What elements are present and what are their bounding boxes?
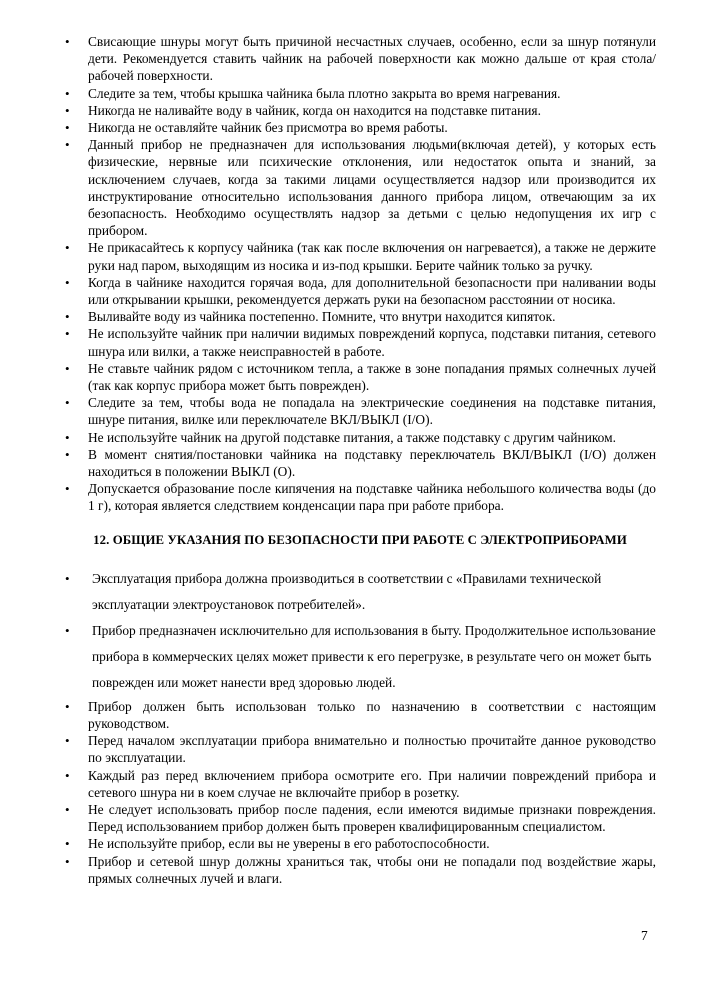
list-item: • Выливайте воду из чайника постепенно. Помните, что внутри находится кипяток. [64,308,656,325]
list-item: • Эксплуатация прибора должна производиться в соответствии с «Правилами технической эксплуатации электроустановок потребителей». [64,566,656,618]
list-item: • Прибор предназначен исключительно для использования в быту. Продолжительное использование прибора в коммерческих целях может привести к его перегрузке, в результате чего он может быть поврежден или может нанести вред здоровью людей. [64,618,656,696]
list-item: • Каждый раз перед включением прибора осмотрите его. При наличии повреждений прибора и сетевого шнура ни в коем случае не включайте прибор в розетку. [64,767,656,801]
list-item: • Не ставьте чайник рядом с источником тепла, а также в зоне попадания прямых солнечных лучей (так как корпус прибора может быть поврежден). [64,360,656,394]
list-item: • Перед началом эксплуатации прибора внимательно и полностью прочитайте данное руководство по эксплуатации. [64,732,656,766]
list-item: • Следите за тем, чтобы вода не попадала на электрические соединения на подставке питания, шнуре питания, вилке или переключателе ВКЛ/ВЫКЛ (I/O). [64,394,656,428]
list-item: • Прибор и сетевой шнур должны храниться так, чтобы они не попадали под воздействие жары, прямых солнечных лучей и влаги. [64,853,656,887]
safety-list-general [64,698,656,887]
list-item: • В момент снятия/постановки чайника на подставку переключатель ВКЛ/ВЫКЛ (I/O) должен находиться в положении ВЫКЛ (О). [64,446,656,480]
list-item: • Не следует использовать прибор после падения, если имеются видимые признаки повреждения. Перед использованием прибор должен быть проверен квалифицированным специалистом. [64,801,656,835]
list-item: • Прибор должен быть использован только по назначению в соответствии с настоящим руководством. [64,698,656,732]
list-item: • Никогда не оставляйте чайник без присмотра во время работы. [64,119,656,136]
list-item: • Допускается образование после кипячения на подставке чайника небольшого количества воды (до 1 г), которая является следствием конденсации пара при работе прибора. [64,480,656,514]
list-item: • Данный прибор не предназначен для использования людьми(включая детей), у которых есть физические, нервные или психические отклонения, или недостаток опыта и знаний, за исключением случаев, когда за такими лицами осуществляется надзор или производится их инструктирование относительно использования данного прибора лицом, отвечающим за их безопасность. Необходимо осуществлять надзор за детьми с целью недопущения их игр с прибором. [64,136,656,239]
page-number: 7 [641,928,648,943]
safety-list-general-wide [64,566,656,696]
list-item: • Не используйте чайник при наличии видимых повреждений корпуса, подставки питания, сетевого шнура или вилки, а также неисправностей в работе. [64,325,656,359]
safety-list-kettle [64,33,656,515]
list-item: • Не прикасайтесь к корпусу чайника (так как после включения он нагревается), а также не держите руки над паром, выходящим из носика и из-под крышки. Берите чайник только за ручку. [64,239,656,273]
list-item: • Свисающие шнуры могут быть причиной несчастных случаев, особенно, если за шнур потянули дети. Рекомендуется ставить чайник на рабочей поверхности как можно дальше от края стола/рабочей поверхности. [64,33,656,85]
list-item: • Не используйте прибор, если вы не уверены в его работоспособности. [64,835,656,852]
list-item: • Когда в чайнике находится горячая вода, для дополнительной безопасности при наливании воды или открывании крышки, рекомендуется держать руки на безопасном расстоянии от носика. [64,274,656,308]
document-page [64,33,656,887]
list-item: • Следите за тем, чтобы крышка чайника была плотно закрыта во время нагревания. [64,85,656,102]
list-item: • Не используйте чайник на другой подставке питания, а также подставку с другим чайником. [64,429,656,446]
section-heading: 12. ОБЩИЕ УКАЗАНИЯ ПО БЕЗОПАСНОСТИ ПРИ РАБОТЕ С ЭЛЕКТРОПРИБОРАМИ [93,532,627,547]
list-item: • Никогда не наливайте воду в чайник, когда он находится на подставке питания. [64,102,656,119]
